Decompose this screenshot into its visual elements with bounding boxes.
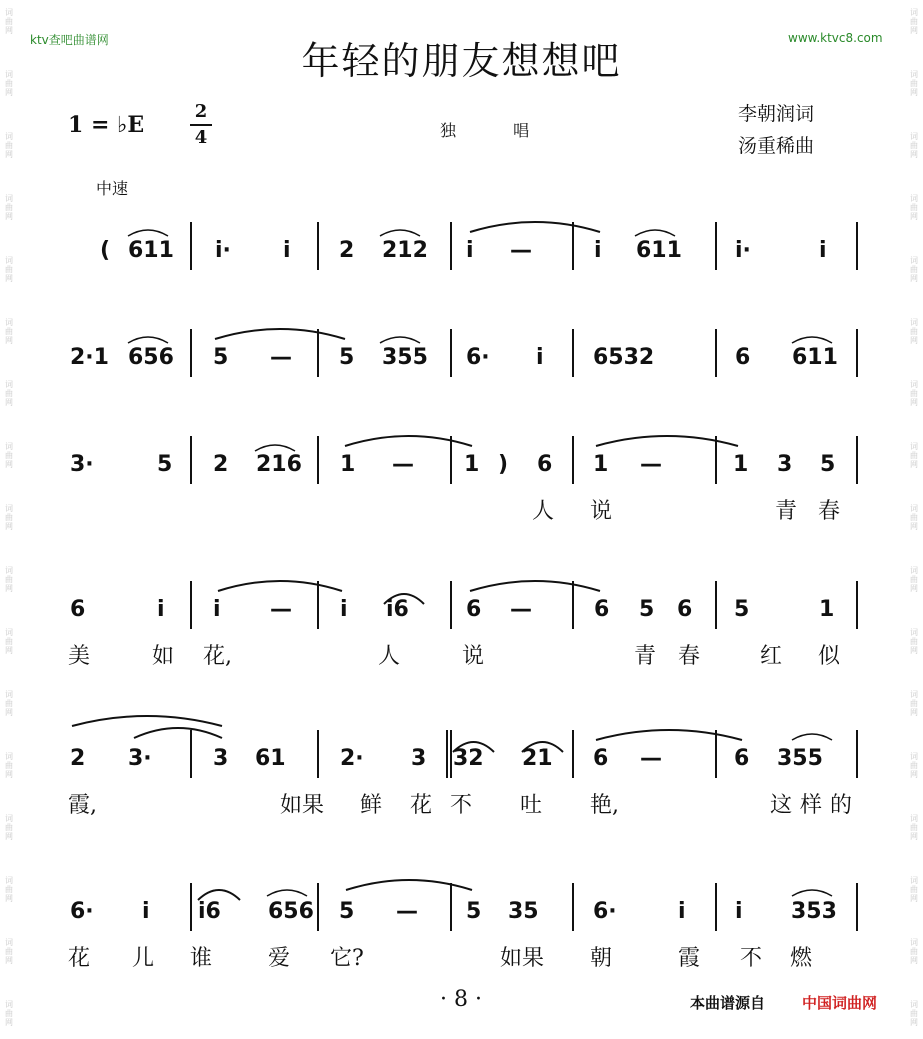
watermark-glyph: 词 [5, 752, 13, 761]
watermark-glyph: 曲 [910, 389, 918, 398]
note: 5 [157, 452, 173, 477]
source-site[interactable]: 中国词曲网 [802, 994, 878, 1012]
lyric: 鲜 [360, 793, 383, 818]
watermark-glyph: 曲 [5, 761, 13, 770]
watermark-glyph: 曲 [910, 823, 918, 832]
lyric: 霞 [678, 946, 701, 971]
watermark-glyph: 曲 [910, 699, 918, 708]
lyric: 它? [330, 946, 364, 971]
note: 2 [70, 746, 86, 771]
lyric: 不 [740, 946, 763, 971]
note: 5 [213, 345, 229, 370]
lyric: 不 [450, 793, 473, 818]
note: 353 [791, 899, 837, 924]
watermark-glyph: 曲 [910, 575, 918, 584]
watermark-glyph: 网 [910, 522, 918, 531]
watermark-glyph: 曲 [5, 203, 13, 212]
triplet-bracket [380, 337, 420, 343]
watermark-glyph: 曲 [910, 513, 918, 522]
lyric: 说 [590, 499, 613, 524]
note: — [270, 345, 292, 370]
watermark-glyph: 网 [5, 26, 13, 35]
note: 1 [819, 597, 835, 622]
lyric: 红 [760, 644, 783, 669]
watermark-glyph: 网 [910, 274, 918, 283]
note: 2·1 [70, 345, 109, 370]
watermark-glyph: 词 [910, 318, 918, 327]
note: i [466, 238, 474, 263]
note: 611 [792, 345, 838, 370]
triplet-bracket [792, 734, 832, 740]
source-label: 本曲谱源自 [690, 994, 766, 1012]
watermark-glyph: 曲 [910, 203, 918, 212]
lyric: 花 [410, 793, 433, 818]
time-top: 2 [194, 101, 208, 122]
note: i [340, 597, 348, 622]
triplet-bracket [255, 445, 295, 451]
lyric: 儿 [132, 946, 155, 971]
watermark-glyph: 词 [5, 566, 13, 575]
lyric: 人 [378, 644, 401, 669]
note: 656 [268, 899, 314, 924]
note: 2 [213, 452, 229, 477]
watermark-glyph: 网 [910, 956, 918, 965]
watermark-glyph: 曲 [5, 79, 13, 88]
note: i [283, 238, 291, 263]
watermark-glyph: 曲 [910, 141, 918, 150]
watermark-glyph: 曲 [5, 637, 13, 646]
note: i [819, 238, 827, 263]
slur [346, 880, 472, 890]
note: i [157, 597, 165, 622]
watermark-glyph: 词 [5, 814, 13, 823]
note: 2· [340, 746, 364, 771]
page-number: · 8 · [440, 987, 482, 1012]
watermark-glyph: 词 [5, 380, 13, 389]
note: 216 [256, 452, 302, 477]
note: i· [215, 238, 231, 263]
note: 355 [777, 746, 823, 771]
note: 6 [70, 597, 86, 622]
note: 6 [593, 746, 609, 771]
watermark-glyph: 词 [5, 628, 13, 637]
watermark-glyph: 网 [910, 894, 918, 903]
note: — [510, 238, 532, 263]
watermark-glyph: 词 [910, 132, 918, 141]
watermark-glyph: 曲 [910, 947, 918, 956]
watermark-glyph: 网 [910, 150, 918, 159]
note: 3· [70, 452, 94, 477]
watermark-glyph: 网 [910, 1018, 918, 1027]
watermark-glyph: 网 [5, 88, 13, 97]
slur [470, 222, 600, 232]
watermark-glyph: 网 [5, 646, 13, 655]
lyric: 青 [775, 499, 798, 524]
note: 3 [411, 746, 427, 771]
watermark-glyph: 网 [5, 460, 13, 469]
watermark-glyph: 词 [910, 380, 918, 389]
note: 6 [677, 597, 693, 622]
watermark-glyph: 网 [910, 460, 918, 469]
note: 6 [466, 597, 482, 622]
lyric: 朝 [590, 946, 613, 971]
note: 5 [339, 345, 355, 370]
note: 611 [128, 238, 174, 263]
note: — [270, 597, 292, 622]
note: 35 [508, 899, 539, 924]
watermark-glyph: 网 [910, 212, 918, 221]
watermark-glyph: 网 [5, 336, 13, 345]
note: 21 [522, 746, 553, 771]
watermark-glyph: 词 [5, 876, 13, 885]
site-label-left[interactable]: ktv查吧曲谱网 [30, 33, 109, 47]
triplet-bracket [792, 337, 832, 343]
lyric: 春 [678, 644, 701, 669]
lyric: 春 [818, 499, 841, 524]
triplet-bracket [792, 890, 832, 896]
watermark-glyph: 词 [5, 690, 13, 699]
slur [218, 581, 342, 591]
watermark-glyph: 网 [5, 398, 13, 407]
note: 355 [382, 345, 428, 370]
watermark-glyph: 词 [910, 442, 918, 451]
note: 6 [537, 452, 553, 477]
note: 6· [593, 899, 617, 924]
slur [215, 329, 345, 339]
watermark-glyph: 曲 [910, 761, 918, 770]
watermark-glyph: 网 [910, 770, 918, 779]
note: 6532 [593, 345, 655, 370]
watermark-glyph: 词 [910, 256, 918, 265]
lyric: 艳, [590, 793, 619, 818]
watermark-glyph: 网 [910, 336, 918, 345]
watermark-glyph: 网 [5, 212, 13, 221]
watermark-glyph: 网 [910, 646, 918, 655]
watermark-glyph: 词 [910, 504, 918, 513]
watermark-glyph: 网 [5, 1018, 13, 1027]
watermark-glyph: 曲 [5, 1009, 13, 1018]
slur [198, 890, 240, 900]
note: i [594, 238, 602, 263]
slur [72, 716, 222, 726]
watermark-glyph: 词 [910, 690, 918, 699]
watermark-glyph: 词 [910, 566, 918, 575]
lyric: 美 [68, 644, 91, 669]
lyric: 霞, [68, 793, 97, 818]
note: — [640, 452, 662, 477]
note: i6 [386, 597, 409, 622]
watermark-glyph: 曲 [5, 17, 13, 26]
watermark-glyph: 网 [910, 584, 918, 593]
note: 6· [466, 345, 490, 370]
lyric: 这 [770, 793, 793, 818]
watermark-glyph: 网 [5, 708, 13, 717]
watermark-glyph: 词 [5, 8, 13, 17]
lyric: 吐 [520, 793, 543, 818]
watermark-glyph: 网 [5, 522, 13, 531]
lyric: 谁 [190, 946, 213, 971]
watermark-glyph: 词 [5, 442, 13, 451]
watermark-glyph: 网 [910, 26, 918, 35]
triplet-bracket [267, 890, 307, 896]
watermark-glyph: 曲 [5, 823, 13, 832]
watermark-glyph: 词 [910, 70, 918, 79]
lyric: 如 [152, 644, 175, 669]
watermark-glyph: 网 [5, 584, 13, 593]
note: 3 [777, 452, 793, 477]
tempo-mark: 中速 [96, 179, 129, 198]
note: 32 [453, 746, 484, 771]
note: 1 [464, 452, 480, 477]
watermark-glyph: 网 [5, 770, 13, 779]
watermark-glyph: 词 [5, 256, 13, 265]
lyric: 的 [830, 793, 853, 818]
note: 61 [255, 746, 286, 771]
watermark-glyph: 网 [910, 708, 918, 717]
note: i6 [198, 899, 221, 924]
watermark-glyph: 网 [5, 956, 13, 965]
watermark-glyph: 曲 [910, 17, 918, 26]
watermark-glyph: 曲 [5, 327, 13, 336]
watermark-glyph: 曲 [910, 265, 918, 274]
note: — [640, 746, 662, 771]
watermark-glyph: 词 [910, 876, 918, 885]
watermark-glyph: 曲 [5, 513, 13, 522]
note: 3· [128, 746, 152, 771]
note: 5 [466, 899, 482, 924]
note: 1 [733, 452, 749, 477]
note: i [536, 345, 544, 370]
lyric: 爱 [268, 946, 291, 971]
note: 6· [70, 899, 94, 924]
lyric: 燃 [790, 946, 813, 971]
key-signature: 1 = ♭E [68, 112, 145, 138]
watermark-glyph: 词 [5, 194, 13, 203]
note: 5 [820, 452, 836, 477]
slur [384, 594, 424, 604]
watermark-glyph: 网 [5, 150, 13, 159]
slur [134, 728, 222, 738]
lyric: 似 [818, 644, 841, 669]
note: 5 [339, 899, 355, 924]
watermark-glyph: 词 [5, 70, 13, 79]
watermark-glyph: 词 [910, 814, 918, 823]
watermark-glyph: 网 [5, 894, 13, 903]
note: 6 [594, 597, 610, 622]
watermark-glyph: 曲 [910, 451, 918, 460]
note: 212 [382, 238, 428, 263]
slur [453, 742, 494, 752]
note: 1 [340, 452, 356, 477]
note: 3 [213, 746, 229, 771]
lyric: 青 [634, 644, 657, 669]
slur [596, 730, 742, 740]
note: i [142, 899, 150, 924]
note: ( [100, 238, 111, 263]
watermark-glyph: 曲 [910, 79, 918, 88]
site-label-right[interactable]: www.ktvc8.com [788, 31, 883, 45]
note: 611 [636, 238, 682, 263]
watermark-glyph: 词 [5, 318, 13, 327]
watermark-glyph: 曲 [910, 637, 918, 646]
watermark-glyph: 词 [910, 752, 918, 761]
watermark-glyph: 曲 [5, 141, 13, 150]
watermark-glyph: 曲 [5, 265, 13, 274]
watermark-glyph: 词 [910, 628, 918, 637]
watermark-glyph: 网 [910, 398, 918, 407]
note: 2 [339, 238, 355, 263]
watermark-glyph: 网 [5, 832, 13, 841]
watermark-glyph: 词 [5, 132, 13, 141]
slur [470, 581, 600, 591]
watermark-glyph: 网 [910, 832, 918, 841]
note: i [735, 899, 743, 924]
slur [522, 742, 563, 752]
triplet-bracket [380, 230, 420, 236]
watermark-glyph: 词 [5, 938, 13, 947]
note: — [396, 899, 418, 924]
note: i [678, 899, 686, 924]
watermark-glyph: 曲 [5, 947, 13, 956]
watermark-glyph: 曲 [5, 885, 13, 894]
slur [596, 436, 738, 446]
watermark-glyph: 曲 [5, 699, 13, 708]
lyric: 样 [800, 793, 823, 818]
lyric: 花 [68, 946, 91, 971]
lyric: 如果 [280, 793, 325, 818]
lyric: 花, [203, 644, 232, 669]
watermark-glyph: 曲 [910, 885, 918, 894]
lyric: 说 [462, 644, 485, 669]
triplet-bracket [635, 230, 675, 236]
slur [345, 436, 472, 446]
note: 6 [734, 746, 750, 771]
note: 5 [734, 597, 750, 622]
watermark-glyph: 词 [910, 1000, 918, 1009]
lyric: 如果 [500, 946, 545, 971]
watermark-glyph: 词 [910, 194, 918, 203]
note: 1 [593, 452, 609, 477]
lyric: 人 [532, 499, 555, 524]
note: 5 [639, 597, 655, 622]
composer: 汤重稀曲 [738, 135, 815, 157]
watermark-glyph: 词 [910, 8, 918, 17]
note: 656 [128, 345, 174, 370]
watermark-glyph: 词 [910, 938, 918, 947]
note: 6 [735, 345, 751, 370]
watermark-glyph: 网 [910, 88, 918, 97]
watermark-glyph: 词 [5, 1000, 13, 1009]
watermark-glyph: 曲 [5, 389, 13, 398]
time-bottom: 4 [194, 127, 208, 148]
note: i· [735, 238, 751, 263]
watermark-glyph: 网 [5, 274, 13, 283]
watermark-glyph: 词 [5, 504, 13, 513]
performance-type: 独 唱 [440, 121, 556, 140]
song-title: 年轻的朋友想想吧 [301, 39, 622, 83]
note: i [213, 597, 221, 622]
note: ) [498, 452, 509, 477]
watermark-glyph: 曲 [5, 451, 13, 460]
note: — [510, 597, 532, 622]
watermark-glyph: 曲 [910, 1009, 918, 1018]
triplet-bracket [128, 230, 168, 236]
lyricist: 李朝润词 [738, 103, 815, 125]
watermark-glyph: 曲 [5, 575, 13, 584]
watermark-glyph: 曲 [910, 327, 918, 336]
triplet-bracket [128, 337, 168, 343]
note: — [392, 452, 414, 477]
